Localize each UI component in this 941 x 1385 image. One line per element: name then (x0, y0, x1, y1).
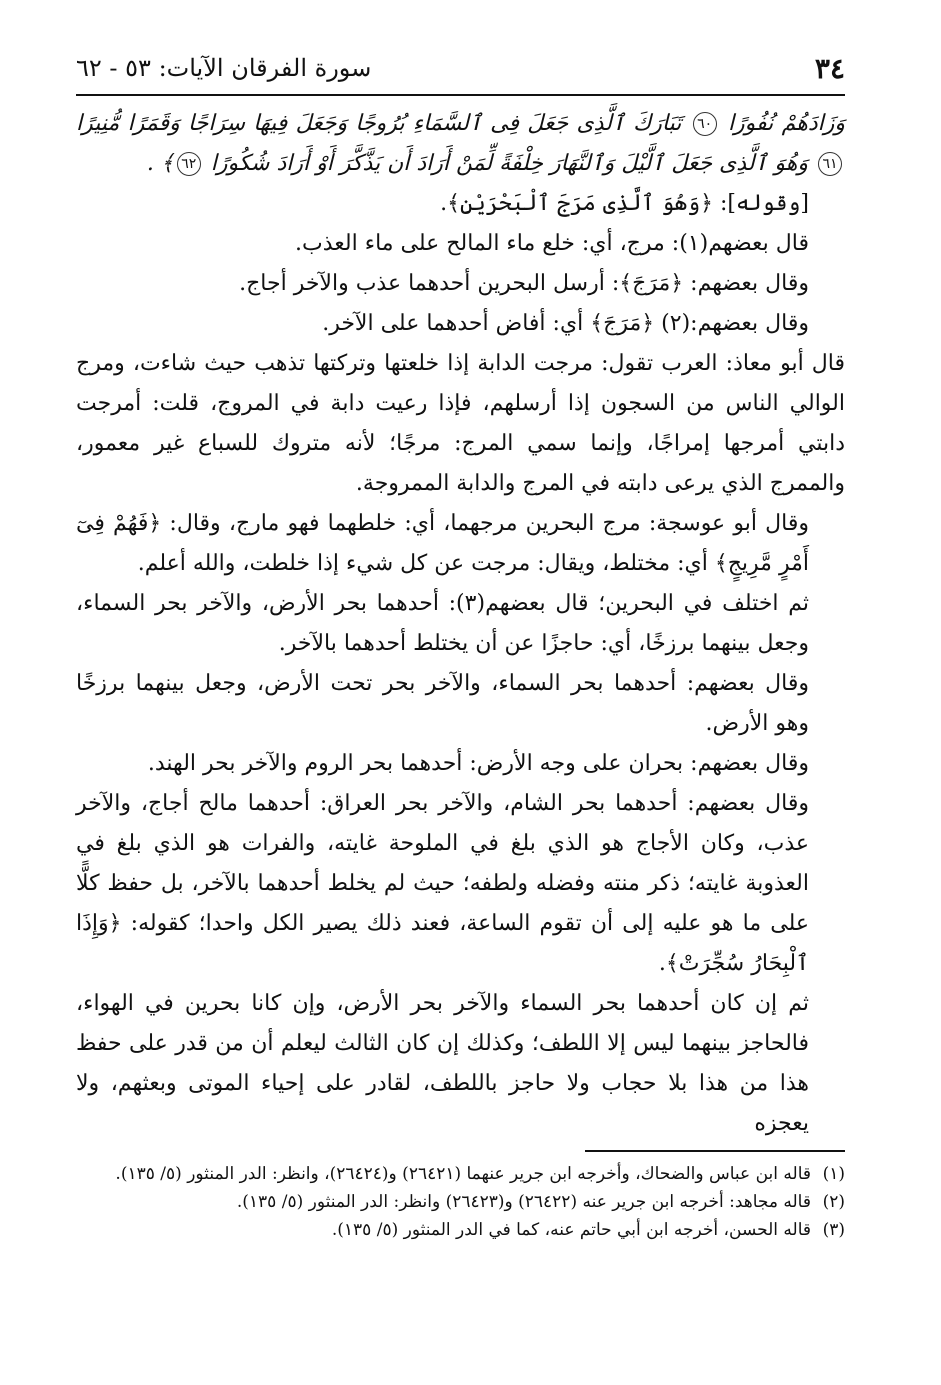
ayah-60-end: وَزَادَهُمْ نُفُورًا (727, 111, 845, 136)
page-header (76, 46, 845, 90)
ayah-number-62: ٦٢ (177, 152, 201, 176)
ayah-number-60: ٦٠ (693, 112, 717, 136)
ayah-number-61: ٦١ (818, 152, 842, 176)
ayah-62-text-a: وَهُوَ ٱلَّذِى جَعَلَ (671, 151, 808, 176)
paragraph-sham-iraq: وقال بعضهم: أحدهما بحر الشام، والآخر بحر العراق: أحدهما مالح أجاج، والآخر عذب، وكان الأجاج هو الذي بلغ في الملوحة غايته، والفرات هو الذي بلغ في العذوبة غايته؛ ذكر منته وفضله ولطفه؛ حيث لم يخلط أحدهما بالآخر، بل حفظ كلًّا على ما هو عليه إلى أن تقوم الساعة، فعند ذلك يصير الكل واحدا؛ كقوله: ﴿وَإِذَا ٱلْبِحَارُ سُجِّرَتْ﴾. (76, 791, 809, 976)
footnotes (76, 1160, 845, 1244)
paragraph-rum-hind: وقال بعضهم: بحران على وجه الأرض: أحدهما بحر الروم والآخر بحر الهند. (147, 751, 809, 776)
paragraph-sky-sea: وقال بعضهم: أحدهما بحر السماء، والآخر بحر تحت الأرض، وجعل بينهما برزخًا وهو الأرض. (76, 671, 809, 736)
paragraph-abu-awsaja: وقال أبو عوسجة: مرج البحرين مرجهما، أي: خلطهما فهو مارج، وقال: ﴿فَهُمْ فِىٓ أَمْرٍ مَّرِيجٍ﴾ أي: مختلط، ويقال: مرجت عن كل شيء إذا خلطت، والله أعلم. (76, 511, 809, 576)
footnote-text: قاله ابن عباس والضحاك، وأخرجه ابن جرير عنهما (٢٦٤٢١) و(٢٦٤٢٤)، وانظر: الدر المنثور (٥/ ١٣٥). (115, 1164, 811, 1184)
quran-verses (76, 104, 845, 184)
footnote-2 (76, 1188, 845, 1216)
paragraph-opinion-3: وقال بعضهم:(٢) ﴿مَرَجَ﴾ أي: أفاض أحدهما على الآخر. (322, 311, 809, 336)
footnote-text: قاله الحسن، أخرجه ابن أبي حاتم عنه، كما في الدر المنثور (٥/ ١٣٥). (331, 1220, 811, 1240)
paragraph-abu-muadh: قال أبو معاذ: العرب تقول: مرجت الدابة إذا خلعتها وتركتها تذهب حيث شاءت، ومرج الوالي الناس من السجون إذا أرسلهم، فإذا رعيت دابة في المروج، قلت: أمرجت دابتي أمرجها إمراجًا، وإنما سمي المرج: مرجًا؛ لأنه متروك للسباع غير معمور، والممرج الذي يرعى دابته في المرج والدابة الممروجة. (76, 351, 845, 496)
main-text (76, 104, 845, 1144)
running-title: سورة الفرقان الآيات: ٥٣ - ٦٢ (76, 54, 372, 82)
header-rule (76, 94, 845, 96)
paragraph-verse-citation: [وقوله]: ﴿وَهُوَ ٱلَّذِى مَرَجَ ٱلْبَحْرَيْنِ﴾. (440, 191, 809, 216)
paragraph-two-seas: ثم اختلف في البحرين؛ قال بعضهم(٣): أحدهما بحر الأرض، والآخر بحر السماء، وجعل بينهما برزخًا، أي: حاجزًا عن أن يختلط أحدهما بالآخر. (76, 591, 809, 656)
footnote-rule (585, 1150, 845, 1152)
paragraph-barrier: ثم إن كان أحدهما بحر السماء والآخر بحر الأرض، وإن كانا بحرين في الهواء، فالحاجز بينهما ليس إلا اللطف؛ وكذلك إن كان الثالث ليعلم أن من قدر على حفظ هذا من هذا بلا حجاب ولا حاجز باللطف، لقادر على إحياء الموتى وبعثهم، ولا يعجزه (76, 991, 809, 1136)
paragraph-opinion-2: وقال بعضهم: ﴿مَرَجَ﴾: أرسل البحرين أحدهما عذب والآخر أجاج. (239, 271, 809, 296)
footnote-text: قاله مجاهد: أخرجه ابن جرير عنه (٢٦٤٢٢) و(٢٦٤٢٣) وانظر: الدر المنثور (٥/ ١٣٥). (236, 1192, 811, 1212)
ayah-62-text-b: ٱلَّيْلَ وَٱلنَّهَارَ خِلْفَةً لِّمَنْ أَرَادَ أَن يَذَّكَّرَ أَوْ أَرَادَ شُكُورًا (210, 151, 665, 176)
ayah-62-close: ﴾ . (146, 151, 174, 176)
footnote-number: (٣) (822, 1220, 845, 1240)
ayah-61-text: تَبَارَكَ ٱلَّذِى جَعَلَ فِى ٱلسَّمَاءِ بُرُوجًا وَجَعَلَ فِيهَا سِرَاجًا وَقَمَرًا مُّنِيرًا (76, 111, 682, 136)
footnote-3 (76, 1216, 845, 1244)
footnote-1 (76, 1160, 845, 1188)
page-number: ٣٤ (814, 51, 845, 85)
paragraph-opinion-1: قال بعضهم(١): مرج، أي: خلع ماء المالح على ماء العذب. (295, 231, 809, 256)
footnote-number: (٢) (822, 1192, 845, 1212)
footnote-number: (١) (822, 1164, 845, 1184)
